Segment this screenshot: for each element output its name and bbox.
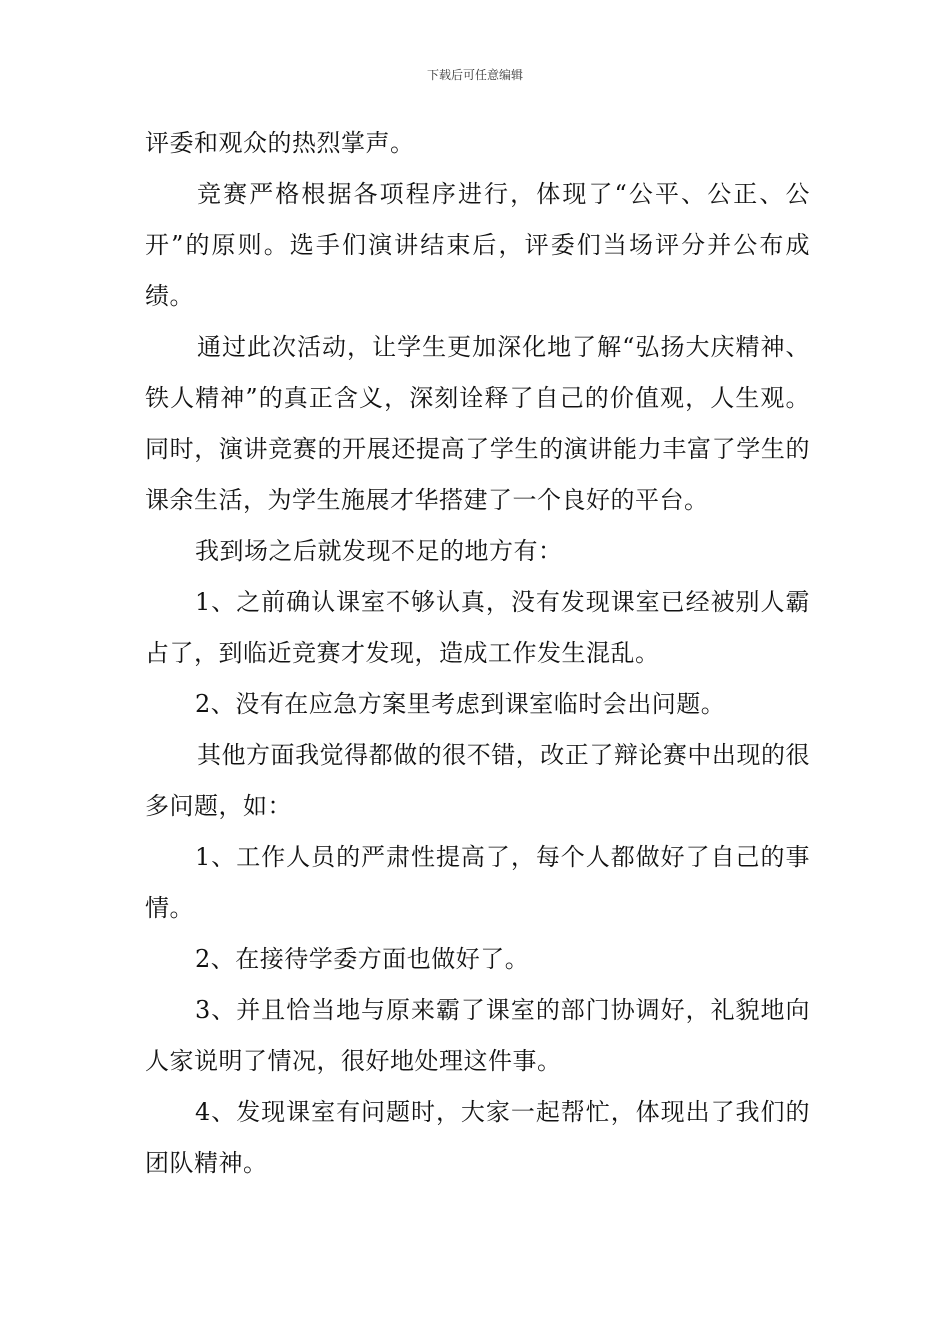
- paragraph-continuation: 评委和观众的热烈掌声。: [145, 129, 415, 157]
- paragraph-shortcomings-intro: 我到场之后就发现不足的地方有：: [195, 537, 563, 565]
- list-item-improvement-3: 3、并且恰当地与原来霸了课室的部门协调好，礼貌地向人家说明了情况，很好地处理这件事。: [145, 996, 810, 1075]
- document-body: [145, 118, 810, 1189]
- page-header: 下载后可任意编辑: [426, 68, 523, 82]
- paragraph-activity-outcome: 通过此次活动，让学生更加深化地了解“弘扬大庆精神、铁人精神”的真正含义，深刻诠释了自己的价值观，人生观。同时，演讲竞赛的开展还提高了学生的演讲能力丰富了学生的课余生活，为学生施展才华搭建了一个良好的平台。: [145, 333, 810, 514]
- list-item-shortcoming-2: 2、没有在应急方案里考虑到课室临时会出问题。: [195, 690, 726, 718]
- paragraph-improvements-intro: 其他方面我觉得都做的很不错，改正了辩论赛中出现的很多问题，如：: [145, 741, 810, 820]
- list-item-improvement-2: 2、在接待学委方面也做好了。: [195, 945, 530, 973]
- list-item-improvement-1: 1、工作人员的严肃性提高了，每个人都做好了自己的事情。: [145, 843, 810, 922]
- paragraph-competition-process: 竞赛严格根据各项程序进行，体现了“公平、公正、公开”的原则。选手们演讲结束后，评委们当场评分并公布成绩。: [145, 180, 810, 310]
- list-item-shortcoming-1: 1、之前确认课室不够认真，没有发现课室已经被别人霸占了，到临近竞赛才发现，造成工作发生混乱。: [145, 588, 810, 667]
- list-item-improvement-4: 4、发现课室有问题时，大家一起帮忙，体现出了我们的团队精神。: [145, 1098, 810, 1177]
